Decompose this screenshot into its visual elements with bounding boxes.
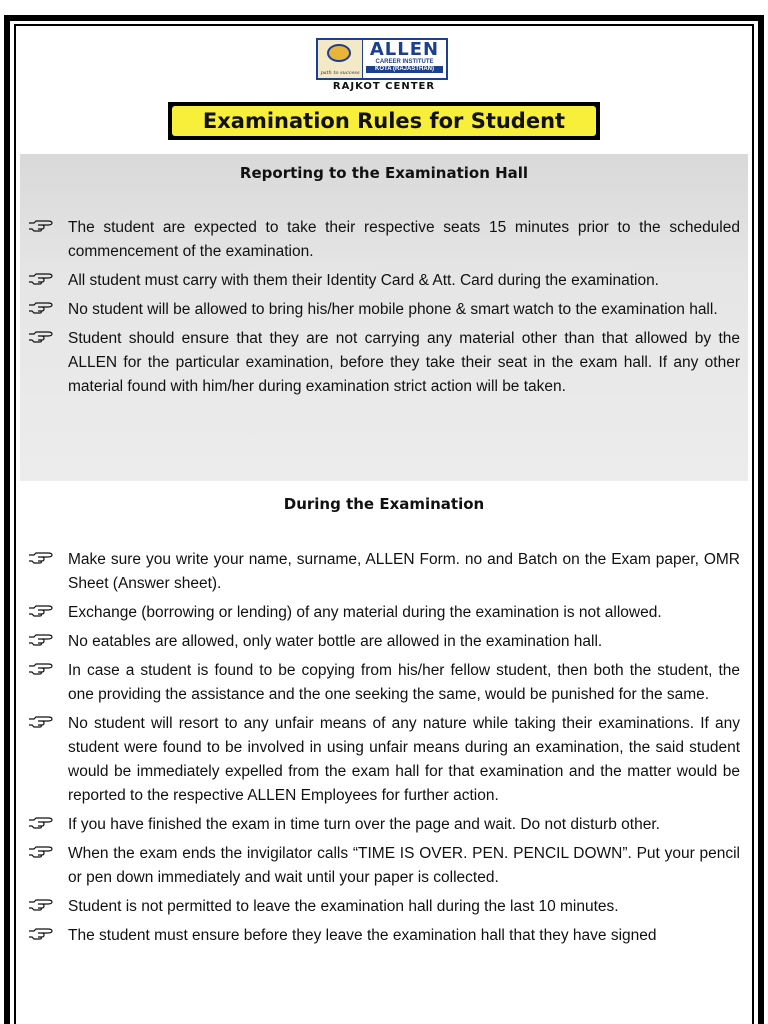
pointing-hand-icon (28, 301, 54, 315)
logo-name: ALLEN (369, 39, 440, 60)
pointing-hand-icon (28, 330, 54, 344)
pointing-hand-icon (28, 927, 54, 941)
document-content (20, 30, 748, 944)
logo-subtitle: CAREER INSTITUTE (375, 59, 434, 65)
allen-logo (316, 38, 448, 80)
rule-item (28, 659, 740, 707)
pointing-hand-icon (28, 898, 54, 912)
pointing-hand-icon (28, 219, 54, 233)
pointing-hand-icon (28, 551, 54, 565)
rule-text: Exchange (borrowing or lending) of any material during the examination is not allowed. (68, 604, 662, 621)
rule-text: All student must carry with them their Identity Card & Att. Card during the examination. (68, 272, 659, 289)
reporting-rules-list (28, 216, 740, 404)
rule-text: No student will be allowed to bring his/her mobile phone & smart watch to the examination hall. (68, 301, 718, 318)
rule-text: Student is not permitted to leave the examination hall during the last 10 minutes. (68, 898, 619, 915)
page-title: Examination Rules for Student (172, 106, 596, 136)
rule-text: Student should ensure that they are not carrying any material other than that allowed by the ALLEN for the particular examination, before they take their seat in the exam hall. If any other material found with him/her during examination strict action will be taken. (68, 330, 740, 395)
rule-item (28, 548, 740, 596)
rule-item (28, 842, 740, 890)
rule-item (28, 895, 740, 919)
pointing-hand-icon (28, 272, 54, 286)
section-heading-reporting: Reporting to the Examination Hall (239, 164, 529, 182)
section-heading-during: During the Examination (283, 495, 485, 513)
rule-item (28, 269, 740, 293)
rule-text: If you have finished the exam in time turn over the page and wait. Do not disturb other. (68, 816, 660, 833)
rule-text: Make sure you write your name, surname, ALLEN Form. no and Batch on the Exam paper, OMR Sheet (Answer sheet). (68, 551, 740, 592)
pointing-hand-icon (28, 604, 54, 618)
rule-item (28, 298, 740, 322)
logo-location: KOTA (RAJASTHAN) (366, 66, 443, 73)
rule-item (28, 813, 740, 837)
rule-text: In case a student is found to be copying from his/her fellow student, then both the student, the one providing the assistance and the one seeking the same, would be punished for the same. (68, 662, 740, 703)
pointing-hand-icon (28, 662, 54, 676)
pointing-hand-icon (28, 845, 54, 859)
rule-item (28, 712, 740, 808)
logo-tagline: path to success (320, 70, 360, 76)
logo-emblem-icon (318, 40, 363, 78)
rule-item (28, 327, 740, 399)
rule-text: The student are expected to take their respective seats 15 minutes prior to the scheduled commencement of the examination. (68, 219, 740, 260)
pointing-hand-icon (28, 633, 54, 647)
pointing-hand-icon (28, 715, 54, 729)
rule-text: No eatables are allowed, only water bottle are allowed in the examination hall. (68, 633, 603, 650)
rule-item (28, 601, 740, 625)
rule-item (28, 630, 740, 654)
rule-item (28, 216, 740, 264)
title-banner (168, 102, 600, 140)
rule-text: The student must ensure before they leave the examination hall that they have signed (68, 927, 657, 944)
pointing-hand-icon (28, 816, 54, 830)
header-logo-area (20, 30, 748, 96)
rule-text: When the exam ends the invigilator calls “TIME IS OVER. PEN. PENCIL DOWN”. Put your pencil or pen down immediately and wait until your paper is collected. (68, 845, 740, 886)
rule-item (28, 924, 740, 948)
rule-text: No student will resort to any unfair means of any nature while taking their examinations. If any student were found to be involved in using unfair means during an examination, the said student would be immediately expelled from the exam hall for that examination and the matter would be reported to the respective ALLEN Employees for further action. (68, 715, 740, 804)
center-name: RAJKOT CENTER (332, 81, 436, 92)
during-exam-rules-list (28, 548, 740, 953)
